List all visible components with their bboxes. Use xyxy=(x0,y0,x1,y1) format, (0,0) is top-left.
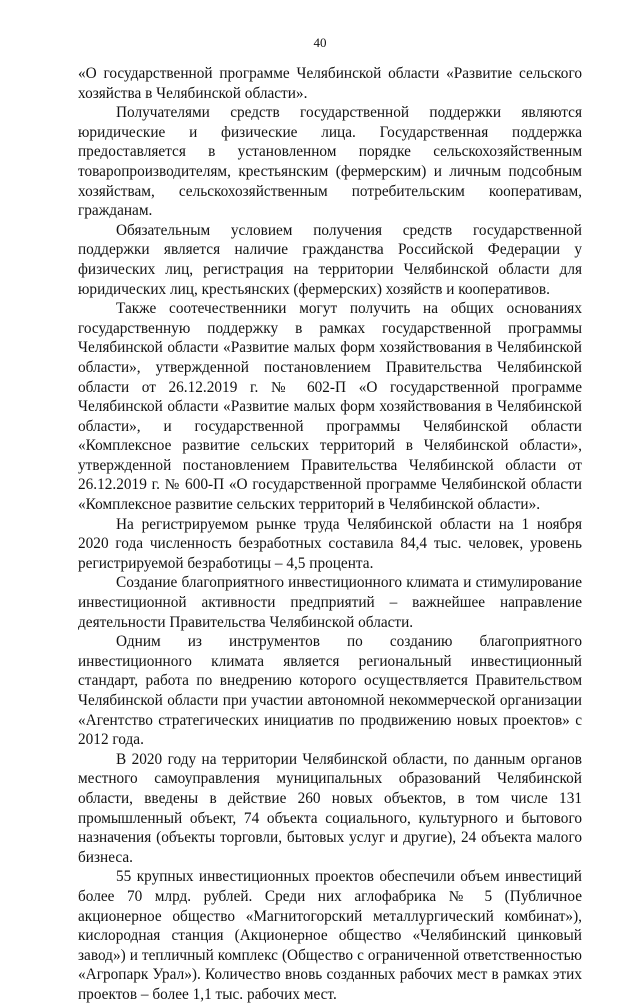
paragraph-compatriots-support: Также соотечественники могут получить на общих основаниях государственную поддержку в рамках государственной программы Челябинской области «Развитие малых форм хозяйствования в Челябинской области», утвержденной постановлением Правительства Челябинской области от 26.12.2019 г. № 602-П «О государственной программе Челябинской области «Развитие малых форм хозяйствования в Челябинской области», и государственной программы Челябинской области «Комплексное развитие сельских территорий в Челябинской области», утвержденной постановлением Правительства Челябинской области от 26.12.2019 г. № 600-П «О государственной программе Челябинской области «Комплексное развитие сельских территорий в Челябинской области». xyxy=(78,300,582,514)
paragraph-investment-standard: Одним из инструментов по созданию благоприятного инвестиционного климата является региональный инвестиционный стандарт, работа по внедрению которого осуществляется Правительством Челябинской области при участии автономной некоммерческой организации «Агентство стратегических инициатив по продвижению новых проектов» с 2012 года. xyxy=(78,633,582,749)
paragraph-investment-climate: Создание благоприятного инвестиционного климата и стимулирование инвестиционной активности предприятий – важнейшее направление деятельности Правительства Челябинской области. xyxy=(78,574,582,631)
paragraph-labor-market: На регистрируемом рынке труда Челябинской области на 1 ноября 2020 года численность безработных составила 84,4 тыс. человек, уровень регистрируемой безработицы – 4,5 процента. xyxy=(78,515,582,572)
page-number: 40 xyxy=(313,35,327,50)
paragraph-support-recipients: Получателями средств государственной поддержки являются юридические и физические лица. Государственная поддержка предоставляется в установленном порядке сельскохозяйственным товаропроизводителям, крестьянским (фермерским) и личным подсобным хозяйствам, сельскохозяйственным потребительским кооперативам, гражданам. xyxy=(78,104,582,220)
paragraph-program-title-continuation: «О государственной программе Челябинской области «Развитие сельского хозяйства в Челябинской области». xyxy=(78,65,582,102)
paragraph-support-conditions: Обязательным условием получения средств государственной поддержки является наличие гражданства Российской Федерации у физических лиц, регистрация на территории Челябинской области для юридических лиц, крестьянских (фермерских) хозяйств и кооперативов. xyxy=(78,221,582,298)
paragraph-new-objects-2020: В 2020 году на территории Челябинской области, по данным органов местного самоуправления муниципальных образований Челябинской области, введены в действие 260 новых объектов, в том числе 131 промышленный объект, 74 объекта социального, культурного и бытового назначения (объекты торговли, бытовых услуг и другие), 24 объекта малого бизнеса. xyxy=(78,750,582,866)
paragraph-major-projects: 55 крупных инвестиционных проектов обеспечили объем инвестиций более 70 млрд. рублей. Среди них аглофабрика № 5 (Публичное акционерное общество «Магнитогорский металлургический комбинат»), кислородная станция (Акционерное общество «Челябинский цинковый завод») и тепличный комплекс (Общество с ограниченной ответственностью «Агропарк Урал»). Количество вновь созданных рабочих мест в рамках этих проектов – более 1,1 тыс. рабочих мест. xyxy=(78,868,582,1003)
document-body xyxy=(78,64,582,1005)
